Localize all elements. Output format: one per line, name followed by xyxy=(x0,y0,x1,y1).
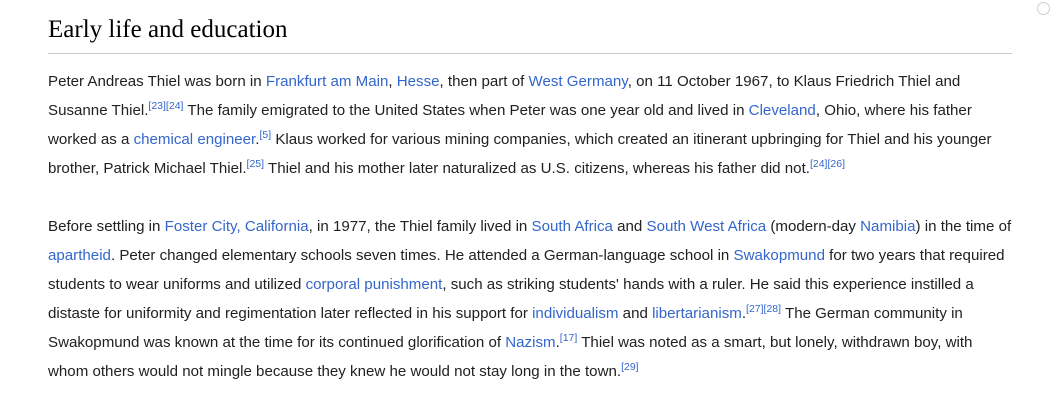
text-fragment: , Ohio, where his father worked as a xyxy=(48,101,972,148)
link-apartheid[interactable]: apartheid xyxy=(48,246,111,264)
citation-ref[interactable] xyxy=(247,157,265,169)
citation-link[interactable]: [29] xyxy=(621,360,639,373)
paragraph-early-life-1 xyxy=(48,67,1012,183)
link-frankfurt-am-main[interactable]: Frankfurt am Main xyxy=(265,72,389,90)
text-fragment: The family emigrated to the United States when Peter was one year old and lived in xyxy=(183,101,749,119)
link-nazism[interactable]: Nazism xyxy=(505,333,556,351)
citation-ref[interactable] xyxy=(746,302,781,314)
link-chemical-engineer[interactable]: chemical engineer xyxy=(133,130,256,148)
citation-link[interactable]: [5] xyxy=(259,128,272,141)
text-fragment: . xyxy=(741,304,747,322)
citation-ref[interactable] xyxy=(148,99,183,111)
text-fragment: Klaus worked for various mining companies, which created an itinerant upbringing for Thiel and his younger brother, Patrick Michael Thiel. xyxy=(48,130,992,177)
text-fragment: . Peter changed elementary schools seven times. He attended a German-language school in xyxy=(110,246,734,264)
link-cleveland[interactable]: Cleveland xyxy=(748,101,816,119)
link-libertarianism[interactable]: libertarianism xyxy=(652,304,742,322)
link-corporal-punishment[interactable]: corporal punishment xyxy=(305,275,443,293)
text-fragment: Peter Andreas Thiel was born in xyxy=(48,72,266,90)
citation-link[interactable]: [25] xyxy=(246,157,265,170)
link-namibia[interactable]: Namibia xyxy=(860,217,916,235)
citation-ref[interactable] xyxy=(810,157,845,169)
citation-ref[interactable] xyxy=(621,360,639,372)
text-fragment: , then part of xyxy=(439,72,529,90)
text-fragment: . xyxy=(255,130,260,148)
citation-ref[interactable] xyxy=(259,128,271,140)
text-fragment: , such as striking students' hands with a ruler. He said this experience instilled a distaste for uniformity and regimentation later reflected in his support for xyxy=(48,275,974,322)
text-fragment: and xyxy=(612,217,647,235)
paragraph-early-life-2 xyxy=(48,212,1012,386)
text-fragment: ) in the time of xyxy=(915,217,1012,235)
scroll-indicator-dot xyxy=(1037,2,1050,15)
text-fragment: and xyxy=(618,304,653,322)
text-fragment: , on 11 October 1967, to Klaus Friedrich Thiel and Susanne Thiel. xyxy=(48,72,961,119)
link-hesse[interactable]: Hesse xyxy=(396,72,440,90)
citation-link[interactable]: [17] xyxy=(559,331,578,344)
text-fragment: The German community in Swakopmund was known at the time for its continued glorification of xyxy=(48,304,963,351)
page-title: Early life and education xyxy=(48,14,1012,54)
text-fragment: , in 1977, the Thiel family lived in xyxy=(308,217,532,235)
text-fragment: Thiel and his mother later naturalized as U.S. citizens, whereas his father did not. xyxy=(264,159,810,177)
text-fragment: Before settling in xyxy=(48,217,165,235)
text-fragment: for two years that required students to wear uniforms and utilized xyxy=(48,246,1005,293)
citation-ref[interactable] xyxy=(560,331,578,343)
link-west-germany[interactable]: West Germany xyxy=(528,72,628,90)
text-fragment: . xyxy=(555,333,560,351)
citation-link[interactable]: [24][26] xyxy=(809,157,845,170)
link-south-west-africa[interactable]: South West Africa xyxy=(646,217,767,235)
link-individualism[interactable]: individualism xyxy=(532,304,619,322)
link-swakopmund[interactable]: Swakopmund xyxy=(733,246,825,264)
link-south-africa[interactable]: South Africa xyxy=(531,217,613,235)
text-fragment: (modern-day xyxy=(766,217,861,235)
citation-link[interactable]: [27][28] xyxy=(746,302,782,315)
citation-link[interactable]: [23][24] xyxy=(148,99,184,112)
link-foster-city-california[interactable]: Foster City, California xyxy=(164,217,309,235)
text-fragment: Thiel was noted as a smart, but lonely, withdrawn boy, with whom others would not mingle because they knew he would not stay long in the town. xyxy=(48,333,973,380)
text-fragment: , xyxy=(388,72,397,90)
